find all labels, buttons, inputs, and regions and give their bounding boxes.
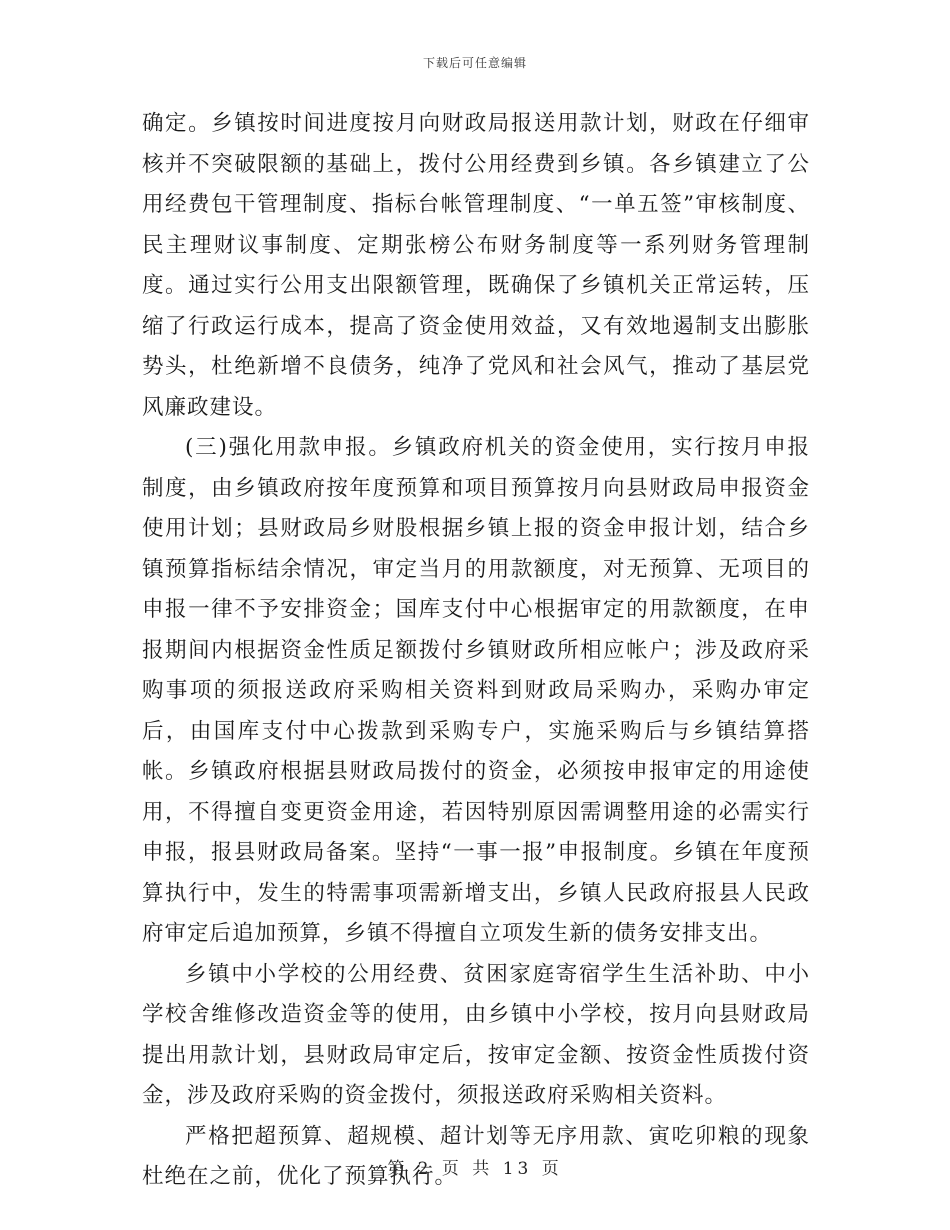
paragraph-1: 确定。乡镇按时间进度按月向财政局报送用款计划，财政在仔细审核并不突破限额的基础上，拨付公用经费到乡镇。各乡镇建立了公用经费包干管理制度、指标台帐管理制度、“一单五签”审核制度、民主理财议事制度、定期张榜公布财务制度等一系列财务管理制度。通过实行公用支出限额管理，既确保了乡镇机关正常运转，压缩了行政运行成本，提高了资金使用效益，又有效地遏制支出膨胀势头，杜绝新增不良债务，纯净了党风和社会风气，推动了基层党风廉政建设。 (142, 111, 810, 420)
document-body (142, 104, 810, 1198)
paragraph-4: 严格把超预算、超规模、超计划等无序用款、寅吃卯粮的现象杜绝在之前，优化了预算执行。 (142, 1123, 810, 1189)
page-footer: 第 2 页 共 13 页 (387, 1159, 563, 1179)
paragraph-2: (三)强化用款申报。乡镇政府机关的资金使用，实行按月申报制度，由乡镇政府按年度预算和项目预算按月向县财政局申报资金使用计划；县财政局乡财股根据乡镇上报的资金申报计划，结合乡镇预算指标结余情况，审定当月的用款额度，对无预算、无项目的申报一律不予安排资金；国库支付中心根据审定的用款额度，在申报期间内根据资金性质足额拨付乡镇财政所相应帐户；涉及政府采购事项的须报送政府采购相关资料到财政局采购办，采购办审定后，由国库支付中心拨款到采购专户，实施采购后与乡镇结算搭帐。乡镇政府根据县财政局拨付的资金，必须按申报审定的用途使用，不得擅自变更资金用途，若因特别原因需调整用途的必需实行申报，报县财政局备案。坚持“一事一报”申报制度。乡镇在年度预算执行中，发生的特需事项需新增支出，乡镇人民政府报县人民政府审定后追加预算，乡镇不得擅自立项发生新的债务安排支出。 (142, 435, 810, 946)
paragraph-3: 乡镇中小学校的公用经费、贫困家庭寄宿学生生活补助、中小学校舍维修改造资金等的使用，由乡镇中小学校，按月向县财政局提出用款计划，县财政局审定后，按审定金额、按资金性质拨付资金，涉及政府采购的资金拨付，须报送政府采购相关资料。 (142, 961, 810, 1108)
page-header: 下载后可任意编辑 (422, 56, 527, 70)
